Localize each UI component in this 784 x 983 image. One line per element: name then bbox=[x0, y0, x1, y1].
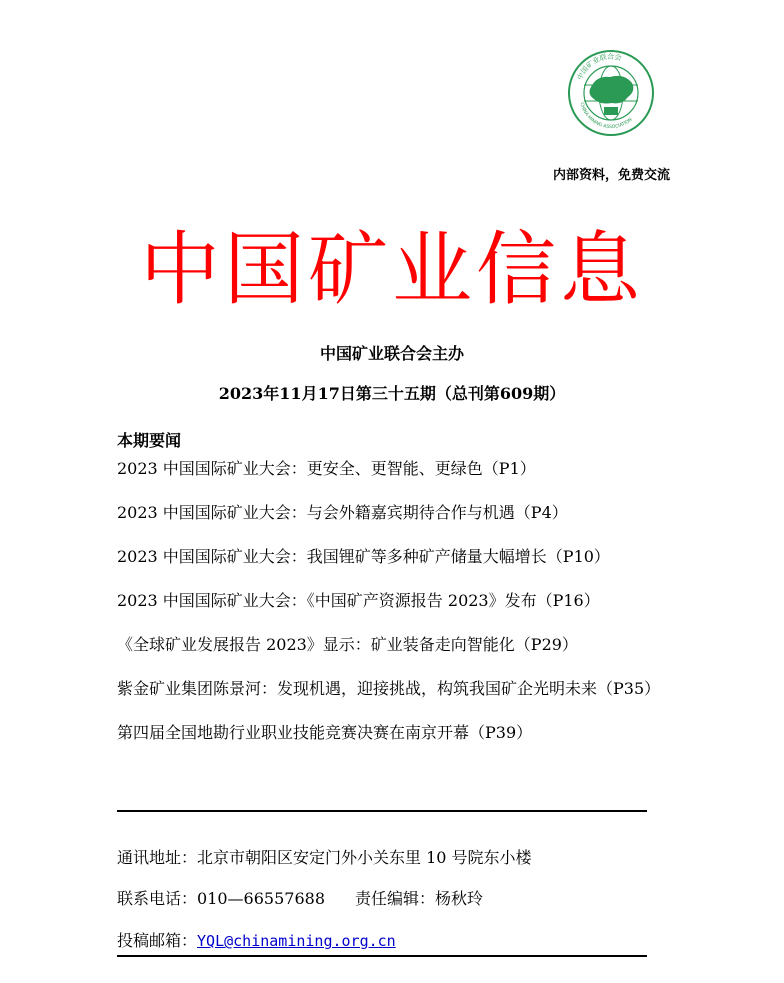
email-label: 投稿邮箱： bbox=[117, 931, 198, 950]
headline-item: 《全球矿业发展报告 2023》显示：矿业装备走向智能化（P29） bbox=[117, 635, 578, 654]
email-line bbox=[117, 928, 396, 951]
phone-value: 010—66557688 bbox=[197, 889, 325, 908]
headline-item: 2023 中国国际矿业大会：我国锂矿等多种矿产储量大幅增长（P10） bbox=[117, 547, 610, 566]
headline-item: 第四届全国地勘行业职业技能竞赛决赛在南京开幕（P39） bbox=[117, 723, 533, 742]
distribution-note: 内部资料，免费交流 bbox=[552, 168, 670, 183]
host-organization: 中国矿业联合会主办 bbox=[319, 344, 464, 363]
phone-editor-line bbox=[117, 886, 483, 909]
publication-title: 中国矿业信息 bbox=[140, 223, 644, 316]
headline-item: 紫金矿业集团陈景河：发现机遇，迎接挑战，构筑我国矿企光明未来（P35） bbox=[117, 679, 661, 698]
section-title: 本期要闻 bbox=[117, 431, 182, 450]
phone-label: 联系电话： bbox=[117, 889, 198, 908]
email-link[interactable]: YQL@chinamining.org.cn bbox=[197, 932, 396, 950]
address-line bbox=[117, 845, 532, 868]
headline-item: 2023 中国国际矿业大会：《中国矿产资源报告 2023》发布（P16） bbox=[117, 591, 600, 610]
issue-date: 2023年11月17日第三十五期（总刊第609期） bbox=[218, 384, 566, 403]
association-logo-icon bbox=[566, 45, 656, 145]
address-value: 北京市朝阳区安定门外小关东里 10 号院东小楼 bbox=[197, 848, 532, 867]
editor-label: 责任编辑： bbox=[355, 889, 436, 908]
address-label: 通讯地址： bbox=[117, 848, 198, 867]
divider-top bbox=[117, 810, 647, 812]
headline-item: 2023 中国国际矿业大会：与会外籍嘉宾期待合作与机遇（P4） bbox=[117, 503, 568, 522]
headline-list bbox=[117, 452, 677, 760]
logo-bottom-text: CHINA MINING ASSOCIATION bbox=[578, 102, 634, 131]
divider-bottom bbox=[117, 955, 647, 957]
logo-arc-text: 中国矿业联合会 bbox=[575, 52, 623, 82]
headline-item: 2023 中国国际矿业大会：更安全、更智能、更绿色（P1） bbox=[117, 459, 536, 478]
editor-value: 杨秋玲 bbox=[435, 889, 484, 908]
